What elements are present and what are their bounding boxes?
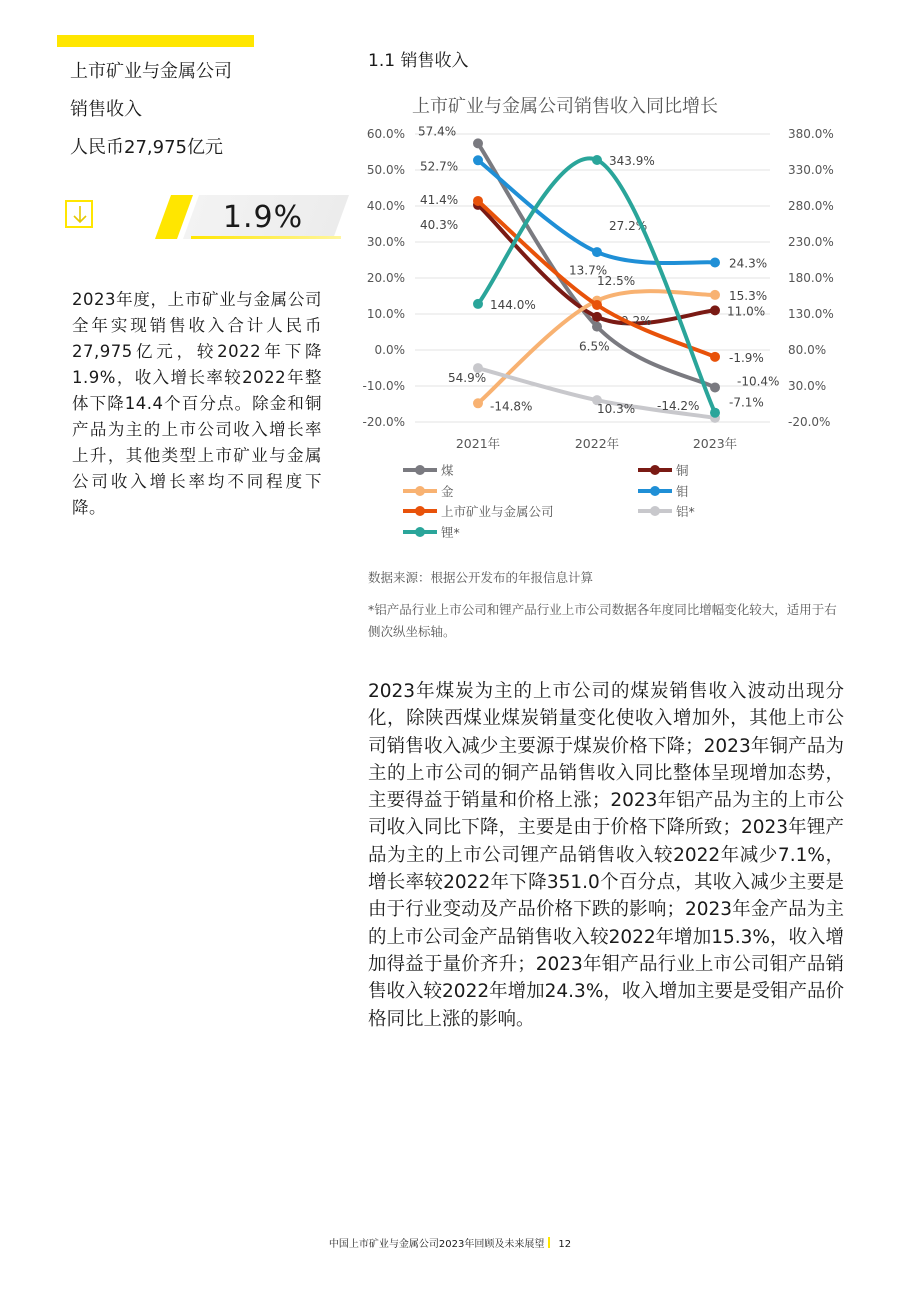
legend-label: 锂* (441, 525, 460, 540)
legend-marker (415, 506, 425, 516)
data-point (710, 408, 720, 418)
legend-label: 钼 (676, 484, 689, 499)
data-point (710, 290, 720, 300)
data-label: 27.2% (609, 219, 648, 234)
data-label: 11.0% (727, 304, 766, 319)
data-label: 12.5% (597, 274, 636, 288)
y-left-tick-label: 40.0% (366, 199, 405, 213)
y-left-tick-label: 30.0% (366, 235, 405, 249)
y-left-tick-label: 10.0% (366, 307, 405, 321)
legend-label: 煤 (441, 463, 454, 478)
data-point (592, 155, 602, 165)
data-label: -7.1% (729, 395, 764, 410)
y-left-tick-label: -10.0% (362, 379, 405, 393)
data-point (710, 382, 720, 392)
y-right-tick-label: 80.0% (788, 343, 827, 357)
y-right-tick-label: 280.0% (788, 199, 834, 213)
data-label: -1.9% (729, 350, 764, 365)
data-label: 6.5% (579, 339, 610, 354)
y-right-tick-label: 380.0% (788, 127, 834, 141)
legend-label: 铝* (676, 504, 695, 519)
data-label: 15.3% (729, 288, 768, 303)
section-title: 1.1 销售收入 (368, 51, 469, 71)
data-label: -10.4% (737, 374, 780, 389)
y-left-tick-label: 0.0% (374, 343, 405, 357)
data-label: 54.9% (448, 371, 487, 386)
legend-label: 上市矿业与金属公司 (441, 504, 554, 519)
y-left-tick-label: 20.0% (366, 271, 405, 285)
data-point (710, 258, 720, 268)
summary-paragraph: 2023年度，上市矿业与金属公司全年实现销售收入合计人民币27,975亿元，较2022年下降1.9%，收入增长率较2022年整体下降14.4个百分点。除金和铜产品为主的上市公司收入增长率上升，其他类型上市矿业与金属公司收入增长率均不同程度下降。 (72, 290, 322, 517)
data-point (473, 155, 483, 165)
data-point (473, 138, 483, 148)
data-label: 24.3% (729, 256, 768, 271)
data-label: 57.4% (418, 124, 457, 139)
kpi-amount: 人民币27,975亿元 (70, 137, 223, 158)
data-label: -14.2% (657, 398, 700, 413)
y-left-tick-label: 60.0% (366, 127, 405, 141)
footer-title: 中国上市矿业与金属公司2023年回顾及未来展望 (328, 1239, 545, 1250)
stat-box (63, 192, 304, 242)
data-point (473, 196, 483, 206)
legend-label: 金 (441, 484, 454, 499)
x-tick-label: 2022年 (574, 436, 620, 451)
legend-marker (650, 486, 660, 496)
legend-marker (650, 465, 660, 475)
y-right-tick-label: 330.0% (788, 163, 834, 177)
down-arrow-icon (65, 200, 93, 228)
data-point (592, 300, 602, 310)
stat-underline (191, 236, 341, 239)
y-right-tick-label: 230.0% (788, 235, 834, 249)
data-point (473, 398, 483, 408)
data-label: -14.8% (490, 399, 533, 414)
data-label: 52.7% (420, 159, 459, 174)
legend-marker (415, 527, 425, 537)
y-right-tick-label: -20.0% (788, 415, 831, 429)
data-point (710, 352, 720, 362)
x-tick-label: 2023年 (692, 436, 738, 451)
data-label: 13.7% (569, 263, 608, 278)
y-right-tick-label: 180.0% (788, 271, 834, 285)
data-point (592, 322, 602, 332)
y-left-tick-label: 50.0% (366, 163, 405, 177)
footer (0, 1235, 900, 1250)
y-right-tick-label: 30.0% (788, 379, 827, 393)
accent-bar (57, 35, 254, 47)
y-right-tick-label: 130.0% (788, 307, 834, 321)
body-paragraph: 2023年煤炭为主的上市公司的煤炭销售收入波动出现分化，除陕西煤业煤炭销量变化使收入增加外，其他上市公司销售收入减少主要源于煤炭价格下降；2023年铜产品为主的上市公司的铜产品销售收入同比整体呈现增加态势，主要得益于销量和价格上涨；2023年铝产品为主的上市公司收入同比下降，主要是由于价格下降所致；2023年锂产品为主的上市公司锂产品销售收入较2022年减少7.1%，增长率较2022年下降351.0个百分点，其收入减少主要是由于行业变动及产品价格下跌的影响；2023年金产品为主的上市公司金产品销售收入较2022年增加15.3%，收入增加得益于量价齐升；2023年钼产品行业上市公司钼产品销售收入较2022年增加24.3%，收入增加主要是受钼产品价格同比上涨的影响。 (368, 681, 844, 1030)
legend-marker (650, 506, 660, 516)
data-point (473, 299, 483, 309)
data-source-note: 数据来源：根据公开发布的年报信息计算 (368, 570, 594, 585)
data-point (592, 247, 602, 257)
legend-marker (415, 465, 425, 475)
stat-value: 1.9% (222, 200, 304, 235)
y-left-tick-label: -20.0% (362, 415, 405, 429)
data-point (710, 305, 720, 315)
chart-title: 上市矿业与金属公司销售收入同比增长 (412, 96, 718, 117)
data-label: 9.2% (621, 313, 652, 328)
chart-footnote: *铝产品行业上市公司和锂产品行业上市公司数据各年度同比增幅变化较大，适用于右侧次纵坐标轴。 (368, 602, 837, 639)
data-label: 40.3% (420, 217, 459, 232)
x-tick-label: 2021年 (455, 436, 501, 451)
footer-separator (548, 1237, 550, 1248)
data-point (592, 312, 602, 322)
legend-label: 铜 (676, 463, 689, 478)
line-chart (355, 120, 855, 550)
kpi-title: 上市矿业与金属公司 (70, 61, 232, 82)
legend-marker (415, 486, 425, 496)
data-label: 343.9% (609, 153, 655, 168)
data-label: 144.0% (490, 297, 536, 312)
kpi-subtitle: 销售收入 (70, 99, 142, 120)
data-label: 10.3% (597, 402, 636, 417)
data-label: 41.4% (420, 192, 459, 207)
page-number: 12 (558, 1239, 572, 1250)
